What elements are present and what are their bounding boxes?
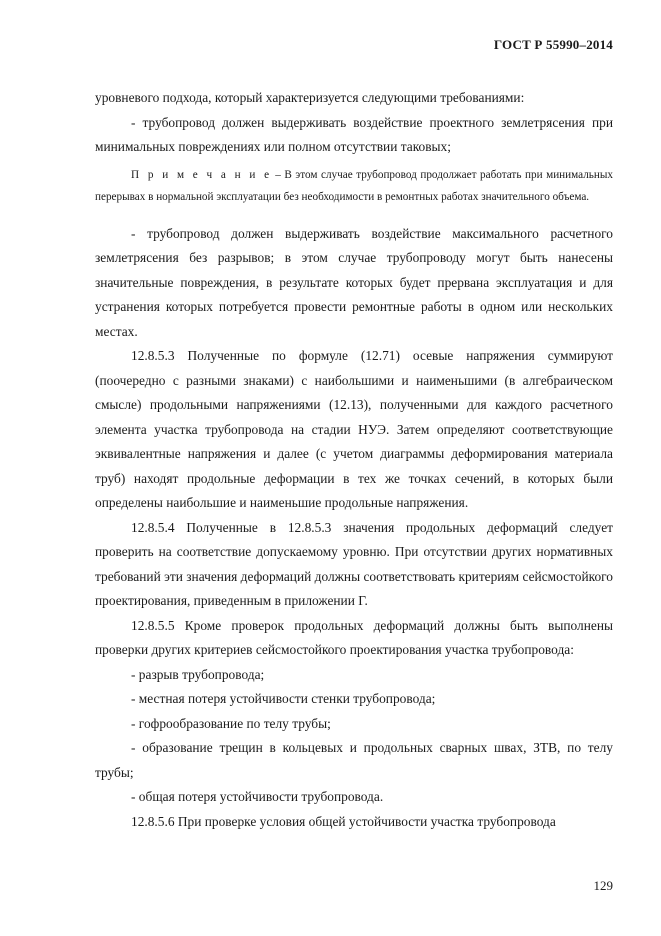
section-paragraph: 12.8.5.6 При проверке условия общей устойчивости участка трубопровода <box>131 813 556 829</box>
paragraph-continuation: уровневого подхода, который характеризуется следующими требованиями: <box>95 90 525 105</box>
section-paragraph: 12.8.5.3 Полученные по формуле (12.71) осевые напряжения суммируют (поочередно с разными знаками) с наибольшими и наименьшими (в алгебраическом смысле) продольными напряжениями (12.13), полученными для каждого расчетного элемента участка трубопровода на стадии НУЭ. Затем определяют соответствующие эквивалентные напряжения и далее (с учетом диаграммы деформирования материала труб) находят продольные деформации в тех же точках сечений, в которых были определены наибольшие и наименьшие продольные напряжения. <box>95 348 613 510</box>
section-paragraph: 12.8.5.5 Кроме проверок продольных деформаций должны быть выполнены проверки других критериев сейсмостойкого проектирования участка трубопровода: <box>95 617 613 657</box>
list-item: - гофрообразование по телу трубы; <box>131 715 331 731</box>
list-item: - трубопровод должен выдерживать воздействие проектного землетрясения при минимальных повреждениях или полном отсутствии таковых; <box>95 114 613 154</box>
list-item: - разрыв трубопровода; <box>131 666 265 682</box>
list-item: - трубопровод должен выдерживать воздействие максимального расчетного землетрясения без разрывов; в этом случае трубопроводу могут быть нанесены значительные повреждения, в результате которых будет прервана эксплуатация и для устранения которых потребуется провести ремонтные работы в одном или нескольких местах. <box>95 225 613 339</box>
page-body <box>95 86 613 834</box>
note-text: – В этом случае трубопровод продолжает работать при минимальных перерывах в нормальной эксплуатации без необходимости в ремонтных работах значительного объема. <box>95 168 614 203</box>
list-item: - общая потеря устойчивости трубопровода. <box>131 789 384 804</box>
note-label: П р и м е ч а н и е <box>131 168 272 181</box>
document-header: ГОСТ Р 55990–2014 <box>493 37 613 52</box>
note <box>95 164 613 208</box>
list-item: - образование трещин в кольцевых и продольных сварных швах, ЗТВ, по телу трубы; <box>95 740 613 780</box>
section-paragraph: 12.8.5.4 Полученные в 12.8.5.3 значения продольных деформаций следует проверить на соответствие допускаемому уровню. При отсутствии других нормативных требований эти значения деформаций должны соответствовать критериям сейсмостойкого проектирования, приведенным в приложении Г. <box>95 519 613 608</box>
list-item: - местная потеря устойчивости стенки трубопровода; <box>131 691 436 706</box>
page-number: 129 <box>593 878 613 893</box>
